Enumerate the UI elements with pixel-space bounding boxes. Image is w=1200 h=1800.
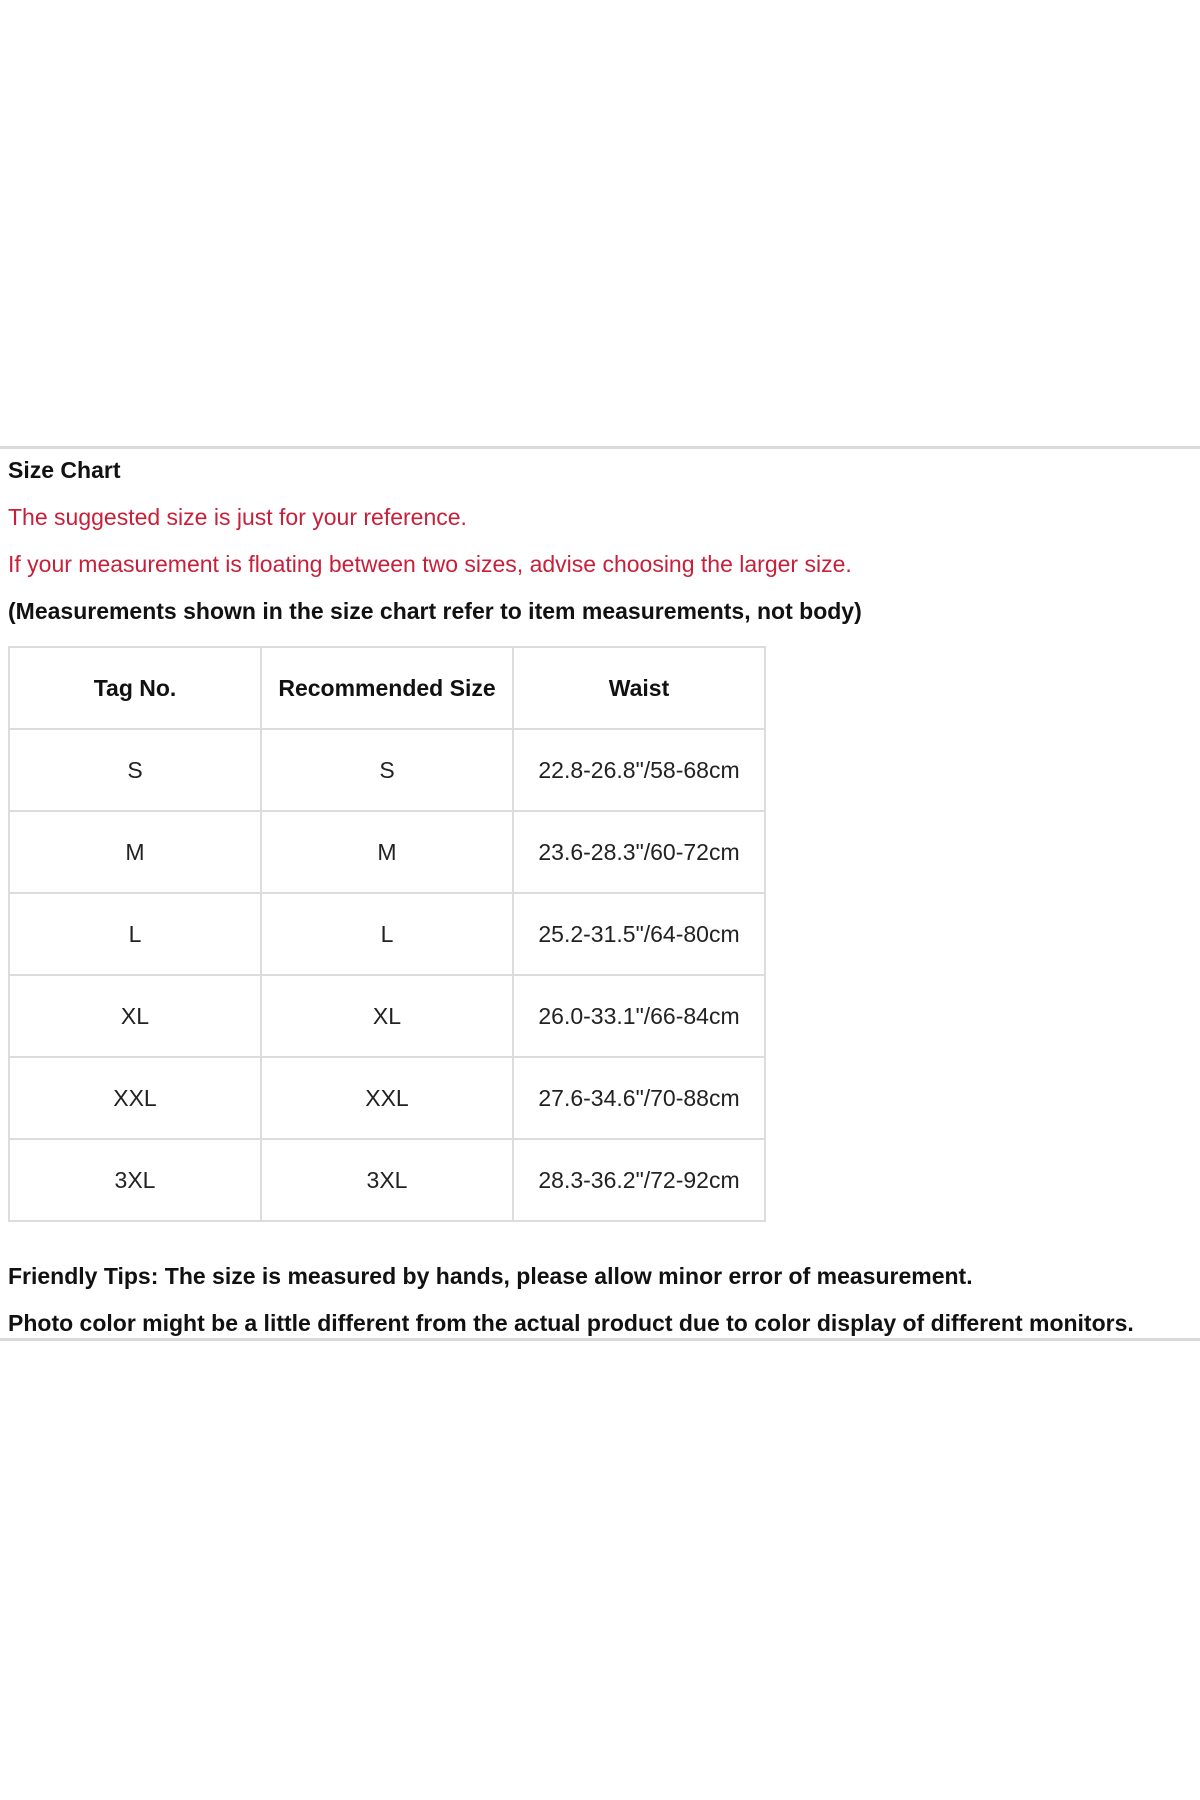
bottom-divider xyxy=(0,1338,1200,1341)
table-header-row xyxy=(9,647,765,729)
size-chart-title: Size Chart xyxy=(8,457,121,483)
recommended-size-cell: S xyxy=(261,729,513,811)
waist-cell: 28.3-36.2"/72-92cm xyxy=(513,1139,765,1221)
waist-cell: 23.6-28.3"/60-72cm xyxy=(513,811,765,893)
friendly-tips: Friendly Tips: The size is measured by hands, please allow minor error of measurement. xyxy=(8,1263,973,1289)
size-table xyxy=(8,646,766,1222)
larger-size-note: If your measurement is floating between two sizes, advise choosing the larger size. xyxy=(8,551,852,577)
reference-note: The suggested size is just for your reference. xyxy=(8,504,467,530)
tag-no-cell: M xyxy=(9,811,261,893)
measurement-disclaimer: (Measurements shown in the size chart refer to item measurements, not body) xyxy=(8,598,862,624)
recommended-size-cell: L xyxy=(261,893,513,975)
waist-cell: 25.2-31.5"/64-80cm xyxy=(513,893,765,975)
tag-no-cell: S xyxy=(9,729,261,811)
table-row xyxy=(9,1057,765,1139)
photo-color-note: Photo color might be a little different from the actual product due to color display of different monitors. xyxy=(8,1310,1134,1336)
header-waist: Waist xyxy=(513,647,765,729)
table-row xyxy=(9,811,765,893)
waist-cell: 26.0-33.1"/66-84cm xyxy=(513,975,765,1057)
recommended-size-cell: 3XL xyxy=(261,1139,513,1221)
table-row xyxy=(9,975,765,1057)
tag-no-cell: 3XL xyxy=(9,1139,261,1221)
table-row xyxy=(9,729,765,811)
table-row xyxy=(9,893,765,975)
tag-no-cell: L xyxy=(9,893,261,975)
size-table-container xyxy=(8,646,766,1222)
header-tag-no: Tag No. xyxy=(9,647,261,729)
header-recommended-size: Recommended Size xyxy=(261,647,513,729)
top-divider xyxy=(0,446,1200,449)
recommended-size-cell: XXL xyxy=(261,1057,513,1139)
waist-cell: 22.8-26.8"/58-68cm xyxy=(513,729,765,811)
recommended-size-cell: XL xyxy=(261,975,513,1057)
tag-no-cell: XXL xyxy=(9,1057,261,1139)
tag-no-cell: XL xyxy=(9,975,261,1057)
waist-cell: 27.6-34.6"/70-88cm xyxy=(513,1057,765,1139)
recommended-size-cell: M xyxy=(261,811,513,893)
table-row xyxy=(9,1139,765,1221)
